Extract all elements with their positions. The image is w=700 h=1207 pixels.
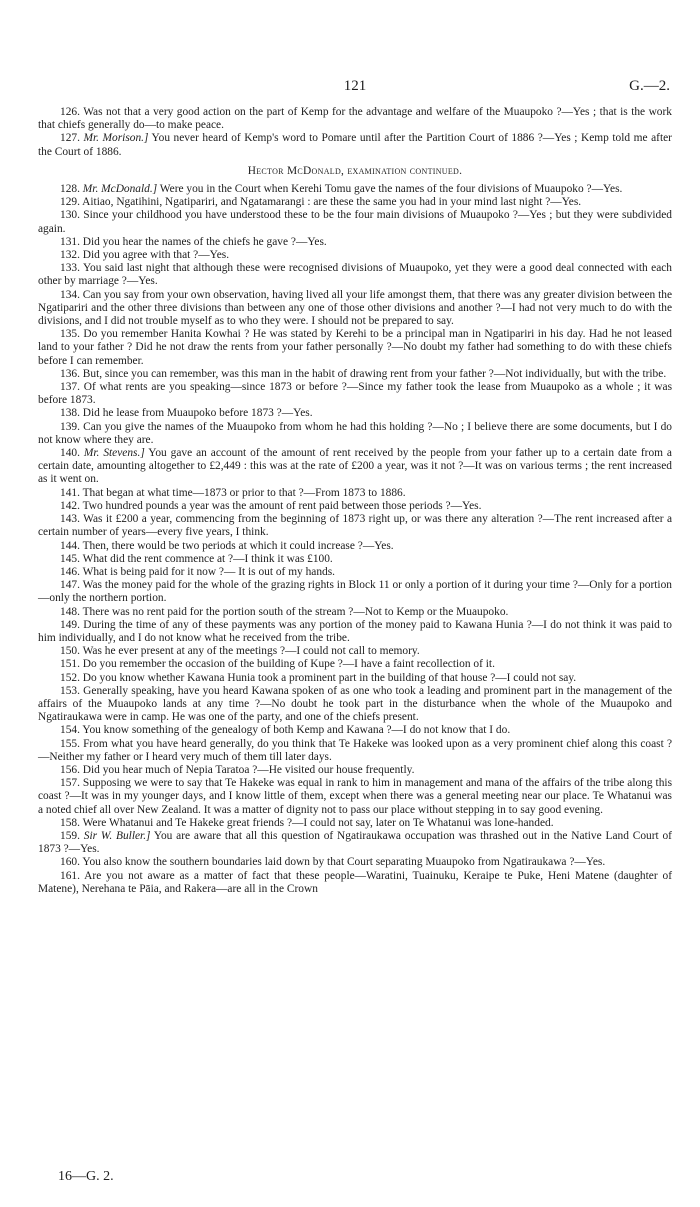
speaker-name: Mr. Stevens.] bbox=[83, 447, 145, 460]
testimony-paragraph bbox=[38, 777, 672, 817]
testimony-paragraph bbox=[38, 209, 672, 235]
paragraph-text: 153. Generally speaking, have you heard Kawana spoken of as one who took a leading and prominent part in the management of the affairs of the Muaupoko lands at any time ?—No doubt he took part in the disturbance when the whole of the Muaupoko and Ngatiraukawa were in camp. He was one of the party, and one of the chiefs present. bbox=[38, 684, 672, 724]
paragraph-text: 139. Can you give the names of the Muaupoko from whom he had this holding ?—No ; I believe there are some documents, but I do not know where they are. bbox=[38, 420, 672, 446]
testimony-paragraph bbox=[38, 487, 672, 500]
paragraph-text: Were you in the Court when Kerehi Tomu gave the names of the four divisions of Muaupoko ?—Yes. bbox=[157, 183, 623, 196]
paragraph-text: 136. But, since you can remember, was this man in the habit of drawing rent from your father ?—Not individually, but with the tribe. bbox=[60, 367, 667, 380]
testimony-paragraph bbox=[38, 132, 672, 158]
document-body bbox=[38, 106, 672, 896]
paragraph-text: 141. That began at what time—1873 or prior to that ?—From 1873 to 1886. bbox=[60, 486, 406, 499]
paragraph-text: 152. Do you know whether Kawana Hunia took a prominent part in the building of that house ?—I could not say. bbox=[60, 671, 577, 684]
testimony-paragraph bbox=[38, 381, 672, 407]
paragraph-text: 146. What is being paid for it now ?— It is out of my hands. bbox=[60, 565, 336, 578]
testimony-paragraph bbox=[38, 513, 672, 539]
testimony-paragraph bbox=[38, 328, 672, 368]
testimony-paragraph bbox=[38, 645, 672, 658]
page-header bbox=[38, 80, 672, 102]
testimony-paragraph bbox=[38, 817, 672, 830]
paragraph-text: 155. From what you have heard generally, do you think that Te Hakeke was looked upon as a very prominent chief along this coast ?—Neither my father or I heard very much of them till later days. bbox=[38, 737, 672, 763]
paragraph-text: 156. Did you hear much of Nepia Taratoa ?—He visited our house frequently. bbox=[60, 763, 415, 776]
section-heading: Hector McDonald, examination continued. bbox=[247, 164, 463, 177]
testimony-paragraph bbox=[38, 619, 672, 645]
paragraph-text: 130. Since your childhood you have understood these to be the four main divisions of Muaupoko ?—Yes ; but they were subdivided again. bbox=[38, 209, 672, 235]
question-number: 127. bbox=[60, 132, 80, 145]
paragraph-text: 157. Supposing we were to say that Te Hakeke was equal in rank to him in management and mana of the affairs of the tribe along this coast ?—It was in my younger days, and I know little of them, except when there was a general meeting near our place. Te Whatanui was a noted chief all over New Zealand. It was a matter of dignity not to pass our place without stepping in to say good evening. bbox=[38, 777, 672, 816]
testimony-paragraph bbox=[38, 830, 672, 856]
question-number: 140. bbox=[60, 447, 80, 460]
paragraph-text: 132. Did you agree with that ?—Yes. bbox=[60, 249, 230, 262]
paragraph-text: 129. Aitiao, Ngatihini, Ngatipariri, and Ngatamarangi : are these the same you had in your mind last night ?—Yes. bbox=[60, 196, 582, 209]
testimony-paragraph bbox=[38, 421, 672, 447]
testimony-paragraph bbox=[38, 870, 672, 896]
testimony-paragraph bbox=[38, 249, 672, 262]
paragraph-text: 151. Do you remember the occasion of the building of Kupe ?—I have a faint recollection of it. bbox=[60, 658, 495, 671]
paragraph-text: 134. Can you say from your own observation, having lived all your life amongst them, that there was any greater division between the Ngatipariri and the other three divisions than between any one of those other divisions and another ?—I had not very much to do with the divisions, and I did not trouble myself as to who they were. I should not be prepared to say. bbox=[38, 288, 672, 328]
paragraph-text: 158. Were Whatanui and Te Hakeke great friends ?—I could not say, later on Te Whatanui was lone-handed. bbox=[60, 816, 554, 829]
testimony-paragraph bbox=[38, 672, 672, 685]
paragraph-text: 126. Was not that a very good action on the part of Kemp for the advantage and welfare of the Muaupoko ?—Yes ; that is the work that chiefs generally do—to make peace. bbox=[38, 106, 672, 132]
paragraph-text: 135. Do you remember Hanita Kowhai ? He was stated by Kerehi to be a principal man in Ngatipariri in his day. Had he not leased land to your father ? Did he not draw the rents from your father personally ?—No doubt my father had something to do with these chiefs before I can remember. bbox=[38, 328, 672, 367]
testimony-paragraph bbox=[38, 540, 672, 553]
paragraph-text: 138. Did he lease from Muaupoko before 1873 ?—Yes. bbox=[60, 407, 313, 420]
speaker-name: Mr. Morison.] bbox=[83, 132, 149, 145]
paragraph-text: 137. Of what rents are you speaking—since 1873 or before ?—Since my father took the lease from Muaupoko as a whole ; it was before 1873. bbox=[38, 381, 672, 407]
paragraph-text: 148. There was no rent paid for the portion south of the stream ?—Not to Kemp or the Muaupoko. bbox=[60, 605, 509, 618]
testimony-paragraph bbox=[38, 738, 672, 764]
paragraph-text: 133. You said last night that although these were recognised divisions of Muaupoko, yet they were a good deal connected with each other by marriage ?—Yes. bbox=[38, 262, 672, 288]
testimony-paragraph bbox=[38, 236, 672, 249]
testimony-paragraph bbox=[38, 685, 672, 725]
testimony-paragraph bbox=[38, 183, 672, 196]
testimony-paragraph bbox=[38, 289, 672, 329]
testimony-paragraph bbox=[38, 500, 672, 513]
testimony-paragraph bbox=[38, 262, 672, 288]
testimony-paragraph bbox=[38, 856, 672, 869]
paragraph-text: 154. You know something of the genealogy of both Kemp and Kawana ?—I do not know that I do. bbox=[60, 724, 511, 737]
page-footer: 16—G. 2. bbox=[58, 1169, 114, 1184]
paragraph-text: 145. What did the rent commence at ?—I think it was £100. bbox=[60, 552, 333, 565]
paragraph-text: 149. During the time of any of these payments was any portion of the money paid to Kawana Hunia ?—I do not think it was paid to him individually, and I do not know what he received from the tribe. bbox=[38, 618, 672, 644]
paragraph-text: 144. Then, there would be two periods at which it could increase ?—Yes. bbox=[60, 539, 394, 552]
testimony-paragraph bbox=[38, 106, 672, 132]
testimony-paragraph bbox=[38, 368, 672, 381]
question-number: 159. bbox=[60, 829, 80, 842]
speaker-name: Sir W. Buller.] bbox=[83, 829, 151, 842]
paragraph-text: You never heard of Kemp's word to Pomare until after the Partition Court of 1886 ?—Yes ; Kemp told me after the Court of 1886. bbox=[38, 132, 672, 158]
testimony-paragraph bbox=[38, 658, 672, 671]
testimony-paragraph bbox=[38, 724, 672, 737]
testimony-paragraph bbox=[38, 196, 672, 209]
testimony-paragraph bbox=[38, 553, 672, 566]
testimony-paragraph bbox=[38, 579, 672, 605]
speaker-name: Mr. McDonald.] bbox=[82, 183, 158, 196]
paragraph-text: 142. Two hundred pounds a year was the amount of rent paid between those periods ?—Yes. bbox=[60, 499, 482, 512]
section-code: G.—2. bbox=[629, 78, 670, 94]
paragraph-text: 131. Did you hear the names of the chiefs he gave ?—Yes. bbox=[60, 235, 327, 248]
paragraph-text: 160. You also know the southern boundaries laid down by that Court separating Muaupoko from Ngatiraukawa ?—Yes. bbox=[60, 856, 606, 869]
paragraph-text: 143. Was it £200 a year, commencing from the beginning of 1873 right up, or was there any alteration ?—The rent increased after a certain number of years—every five years, I think. bbox=[38, 513, 672, 539]
paragraph-text: You are aware that all this question of Ngatiraukawa occupation was thrashed out in the Native Land Court of 1873 ?—Yes. bbox=[38, 829, 672, 856]
paragraph-text: You gave an account of the amount of rent received by the people from your father up to a certain date from a certain date, amounting altogether to £2,449 : this was at the rate of £200 a year, was it not ?—It was on various terms ; the rent increased as it went on. bbox=[38, 447, 672, 486]
page-number: 121 bbox=[343, 78, 367, 94]
testimony-paragraph bbox=[38, 764, 672, 777]
testimony-paragraph bbox=[38, 447, 672, 487]
question-number: 128. bbox=[60, 183, 80, 196]
paragraph-text: 161. Are you not aware as a matter of fact that these people—Waratini, Tuainuku, Keraipe te Puke, Heni Matene (daughter of Matene), Nerehana te Pāia, and Rakera—are all in the Crown bbox=[38, 869, 672, 895]
testimony-paragraph bbox=[38, 606, 672, 619]
paragraph-text: 147. Was the money paid for the whole of the grazing rights in Block 11 or only a portion of it during your time ?—Only for a portion—only the northern portion. bbox=[38, 579, 672, 605]
testimony-paragraph bbox=[38, 566, 672, 579]
paragraph-text: 150. Was he ever present at any of the meetings ?—I could not call to memory. bbox=[60, 645, 420, 658]
testimony-paragraph bbox=[38, 407, 672, 420]
